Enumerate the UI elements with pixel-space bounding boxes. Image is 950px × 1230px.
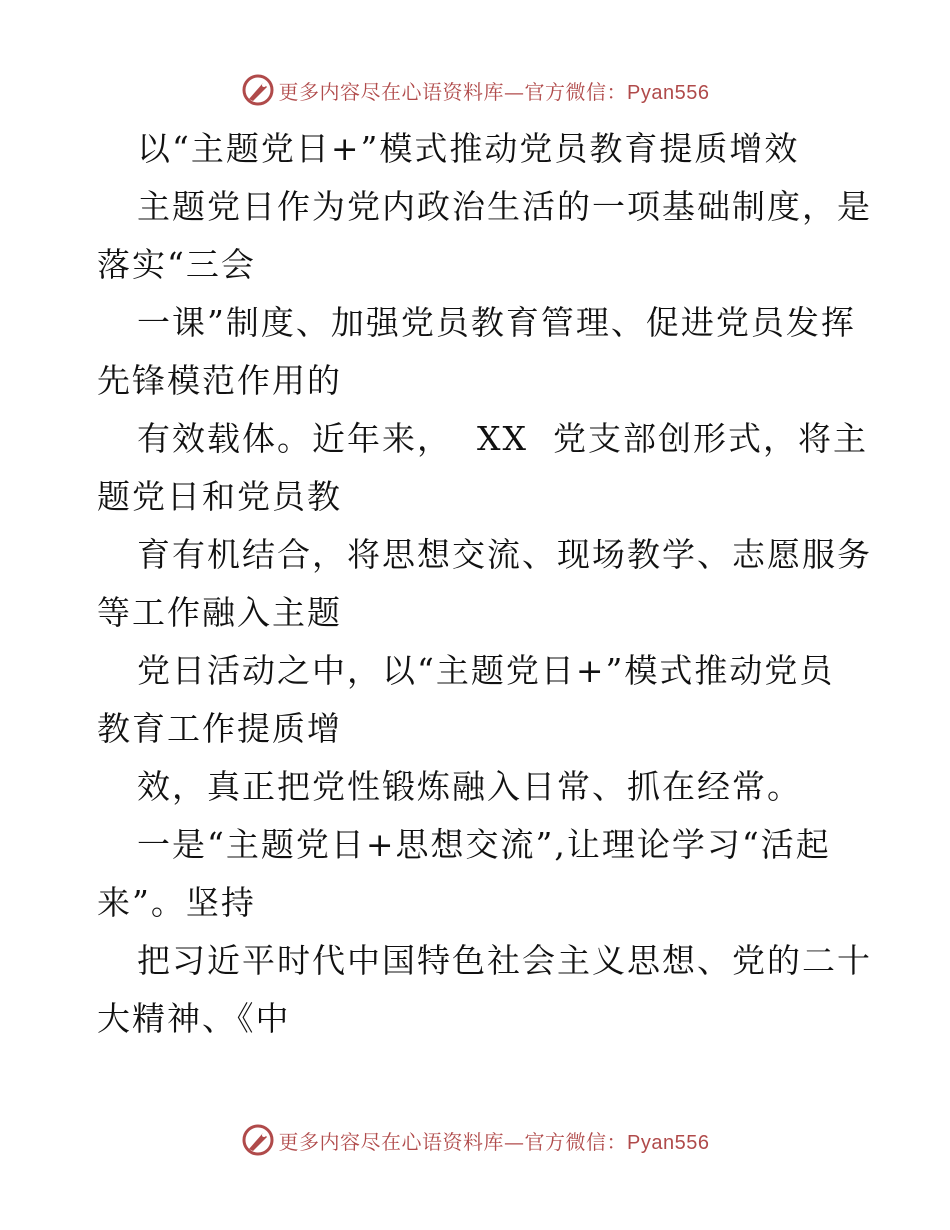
paragraph-line: 效，真正把党性锻炼融入日常、抓在经常。: [137, 767, 802, 806]
paragraph-line: 育有机结合，将思想交流、现场教学、志愿服务: [137, 535, 872, 574]
paragraph-line: 主题党日作为党内政治生活的一项基础制度，是: [137, 187, 872, 226]
pen-nib-logo-icon: [241, 73, 275, 107]
paragraph-line: 等工作融入主题: [97, 593, 342, 632]
paragraph-line: 来”。坚持: [97, 883, 256, 922]
paragraph-line: 落实“三会: [97, 245, 256, 284]
paragraph-line: 有效载体。近年来， XX 党支部创形式，将主: [137, 419, 868, 458]
pen-nib-logo-icon: [241, 1123, 275, 1157]
document-title: 以“主题党日+”模式推动党员教育提质增效: [137, 129, 800, 168]
paragraph-line: 一课”制度、加强党员教育管理、促进党员发挥: [137, 303, 856, 342]
header-watermark: [0, 70, 950, 110]
paragraph-line: 先锋模范作用的: [97, 361, 342, 400]
paragraph-line: 教育工作提质增: [97, 709, 342, 748]
paragraph-line: 把习近平时代中国特色社会主义思想、党的二十: [137, 941, 872, 980]
paragraph-line: 题党日和党员教: [97, 477, 342, 516]
paragraph-line: 一是“主题党日+思想交流”,让理论学习“活起: [137, 825, 831, 864]
document-body: [97, 120, 872, 1048]
footer-watermark: [0, 1120, 950, 1160]
watermark-text: 更多内容尽在心语资料库—官方微信：Pyan556: [278, 79, 710, 104]
watermark-text: 更多内容尽在心语资料库—官方微信：Pyan556: [278, 1129, 710, 1154]
paragraph-line: 大精神、《中: [97, 999, 291, 1038]
paragraph-line: 党日活动之中，以“主题党日+”模式推动党员: [137, 651, 835, 690]
